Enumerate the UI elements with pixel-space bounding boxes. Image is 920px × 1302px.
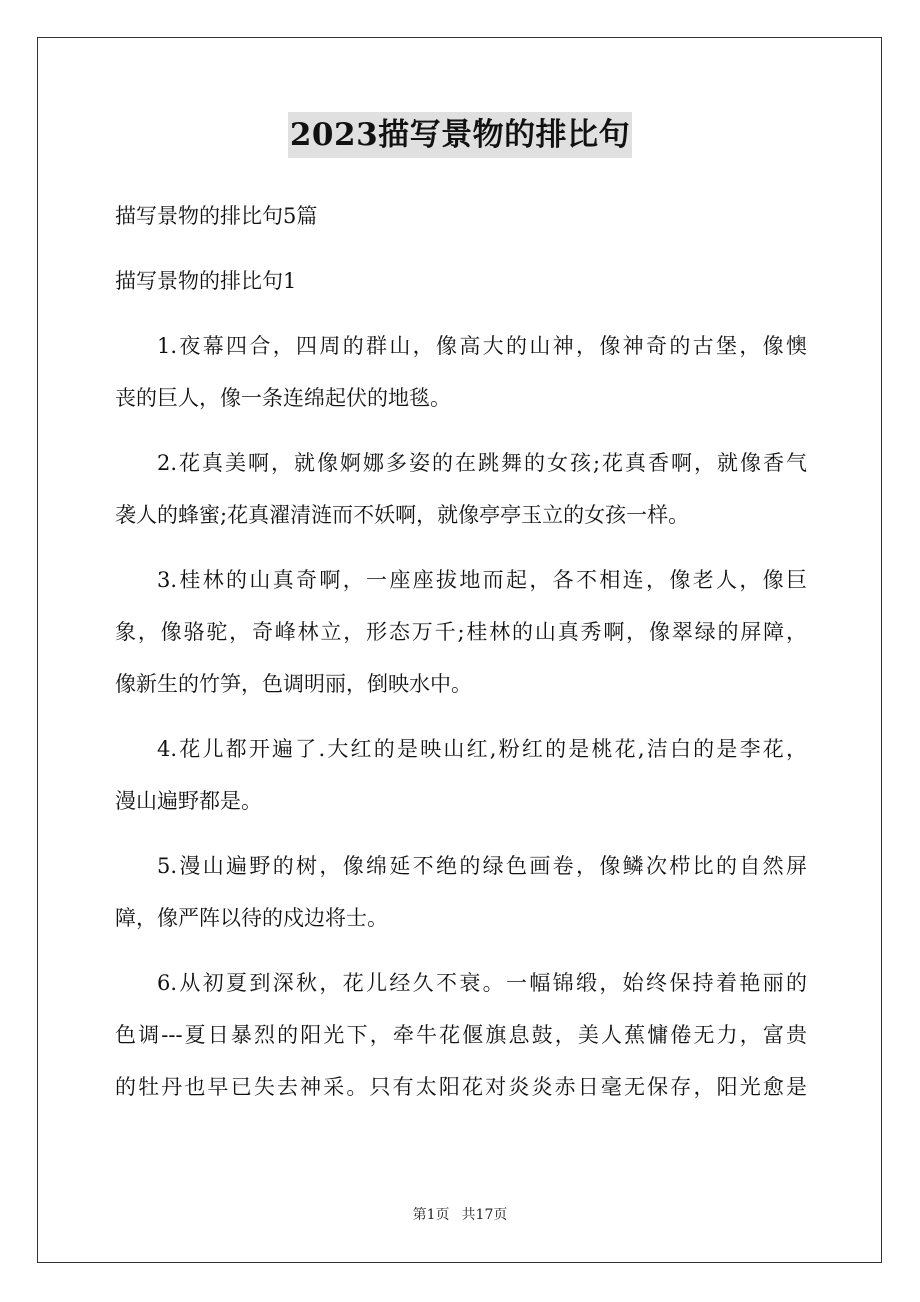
document-title: 2023描写景物的排比句 [288,112,632,158]
paragraph-line: 像新生的竹笋，色调明丽，倒映水中。 [115,672,472,696]
paragraph-line: 袭人的蜂蜜;花真濯清涟而不妖啊，就像亭亭玉立的女孩一样。 [115,503,690,527]
paragraph-line: 6.从初夏到深秋，花儿经久不衰。一幅锦缎，始终保持着艳丽的 [157,971,807,995]
page-total: 共17页 [461,1207,508,1223]
paragraph-line: 象，像骆驼，奇峰林立，形态万千;桂林的山真秀啊，像翠绿的屏障， [115,620,807,644]
title-container [0,112,920,158]
paragraph-line: 1.夜幕四合，四周的群山，像高大的山神，像神奇的古堡，像懊 [157,334,807,358]
paragraph-line: 漫山遍野都是。 [115,789,262,813]
paragraph [115,840,807,944]
section-heading: 描写景物的排比句1 [115,269,297,293]
paragraph-line: 3.桂林的山真奇啊，一座座拔地而起，各不相连，像老人，像巨 [157,568,807,592]
paragraph-line: 障，像严阵以待的戍边将士。 [115,906,388,930]
paragraph [115,437,807,541]
paragraph [115,554,807,710]
paragraph-line: 5.漫山遍野的树，像绵延不绝的绿色画卷，像鳞次栉比的自然屏 [157,854,807,878]
paragraph-line: 丧的巨人，像一条连绵起伏的地毯。 [115,386,451,410]
paragraph [115,723,807,827]
paragraph [115,957,807,1113]
paragraph-line: 色调---夏日暴烈的阳光下，牵牛花偃旗息鼓，美人蕉慵倦无力，富贵 [115,1023,807,1047]
document-body [115,190,807,1113]
paragraph-line: 4.花儿都开遍了.大红的是映山红,粉红的是桃花,洁白的是李花， [157,737,807,761]
paragraph-line: 2.花真美啊，就像婀娜多姿的在跳舞的女孩;花真香啊，就像香气 [157,451,807,475]
paragraph [115,320,807,424]
page-number: 第1页 [412,1207,450,1223]
document-subtitle: 描写景物的排比句5篇 [115,204,318,228]
page-footer [0,1204,920,1224]
paragraph-line: 的牡丹也早已失去神采。只有太阳花对炎炎赤日毫无保存，阳光愈是 [115,1075,807,1099]
